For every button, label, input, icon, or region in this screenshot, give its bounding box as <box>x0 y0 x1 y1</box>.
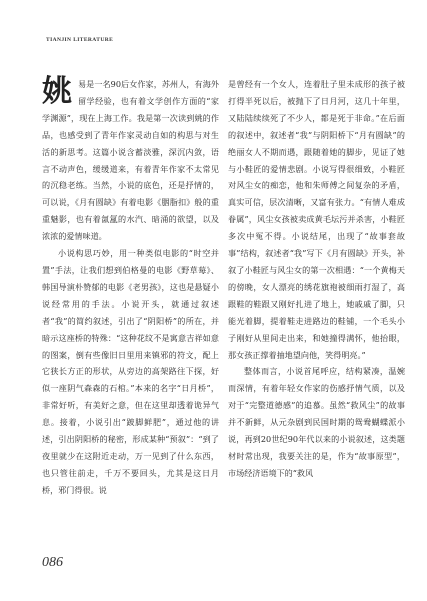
paragraph-1-text: 易是一名90后女作家，苏州人，有海外留学经验，也有着文学创作方面的“家学渊源”，现在上海工作。我是第一次读到姚的作品，也感受到了青年作家灵动自如的构思与对生活的新思考。这篇小说含蓄淡雅，深沉内敛，语言不动声色，缓缓道来，有着青年作家不太常见的沉稳老练。当然，小说的底色，还是抒情的，可以说，《月有圆缺》有着电影《胭脂扣》般的重重魅影，也有着氤氲的水汽、暗涌的欲望，以及浓浓的爱情味道。 <box>42 79 219 242</box>
journal-header: TIANJIN LITERATURE <box>46 37 114 43</box>
article-paragraph-2: 小说构思巧妙，用一种类似电影的“时空并置”手法，让我们想到伯格曼的电影《野草莓》、韩国导演朴赞郁的电影《老男孩》，这也是悬疑小说经常用的手法。小说开头，就通过叙述者“我”的简约叙述，引出了“阴阳桥”的所在，并暗示这座桥的特殊：“这种花纹不是寓意吉祥如意的图案，倒有些像旧日里用来镇邪的符文，配上它狭长方正的形状，从旁边的高架路往下探，好似一座阴气森森的石棺。”本来的名字“日月桥”，非常好听，有美好之意，但在这里却透着诡异气息。接着，小说引出“跛脚鲜肥”，通过他的讲述，引出阴阳桥的秘密，形成某种“预叙”：“到了夜里就少在这附近走动，万一见到了什么东西，也只管往前走，千万不要回头，尤其是这日月桥，邪门得很。说 <box>42 248 219 495</box>
article-paragraph-4: 整体而言，小说首尾呼应，结构紧凑，温婉而深情，有着年轻女作家的伤感抒情气质，以及对于“完整道德感”的追慕。虽然“救风尘”的故事并不新鲜，从元杂剧到民国时期的鸳鸯蝴蝶派小说，再到20世纪90年代以来的小说叙述，这类题材时常出现，我要关注的是，作为“故事原型”，市场经济语境下的“救风 <box>228 366 405 478</box>
drop-cap: 姚 <box>42 74 72 109</box>
article-paragraph-3: 是曾经有一个女人，连着肚子里未成形的孩子被打得半死以后，被抛下了日月河，这几十年里，又陆陆续续死了不少人，都是死于非命。”在后面的叙述中，叙述者“我”与阴阳桥下“月有圆缺”的绝丽女人不期而遇，跟随着她的脚步，见证了她与小鞋匠的爱情悲剧。小说写得很细致，小鞋匠对风尘女的痴恋，他和朱师傅之间复杂的矛盾，真实可信，层次清晰，又富有张力。“有情人难成眷属”，风尘女孩被卖成黄毛坛污并杀害，小鞋匠多次中冤不得。小说结尾，出现了“故事套故事”结构，叙述者“我”写下《月有圆缺》开头，补叙了小鞋匠与风尘女的第一次相遇：“一个黄梅天的傍晚，女人漂亮的绣花旗袍被细雨打湿了，高跟鞋的鞋跟又刚好扎进了地上，她戚戚了脚，只能光着脚，提着鞋走进路边的鞋铺，一个毛头小子刚好从里间走出来，和她撞得满怀，他抬眼，那女孩正撑着抽地望向他，笑得明亮。” <box>228 79 405 360</box>
page-number: 086 <box>42 555 63 570</box>
left-column <box>42 76 219 499</box>
right-column <box>228 76 405 482</box>
article-paragraph-1 <box>42 76 219 245</box>
